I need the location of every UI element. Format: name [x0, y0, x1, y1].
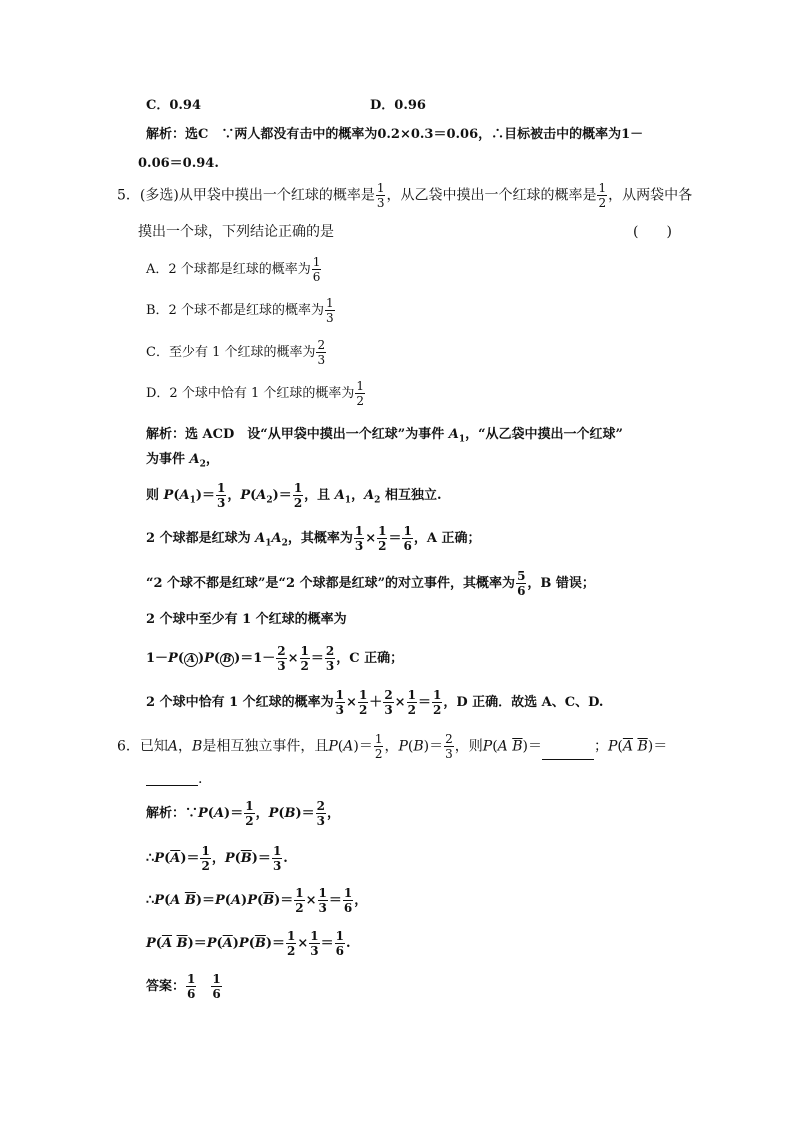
- option-a: A．2 个球都是红球的概率为 $\frac{1}{6}$: [146, 255, 321, 284]
- fraction: $\frac{1}{2}$: [358, 688, 368, 717]
- explanation-q4-line2: 0.06＝0.94.: [138, 156, 219, 171]
- explanation-q6-line4: $P(\overline{A}$ $\overline{B})=P(\overline{A})P(\overline{B})=$ $\frac{1}{2}$ × $\frac{1}{3}$ ＝ $\frac{1}{6}$ .: [146, 929, 351, 958]
- fraction: $\frac{1}{3}$: [318, 886, 327, 915]
- fraction: $\frac{2}{3}$: [384, 688, 393, 717]
- explanation-q5-line2: 为事件 $A_2$，: [146, 452, 219, 470]
- explanation-q5-line3: 则 $P(A_1)=$ $\frac{1}{3}$ ，$P(A_2)=$ $\frac{1}{2}$ ，且 $A_1$，$A_2$ 相互独立.: [146, 481, 442, 510]
- explanation-q5-line5: “2 个球不都是红球”是“2 个球都是红球”的对立事件，其概率为 $\frac{5}{6}$ ，B 错误；: [146, 569, 595, 598]
- circled-b: B: [220, 653, 234, 667]
- question-6-stem: 6．已知A，B是相互独立事件，且P(A)＝ $\frac{1}{2}$ ，P(B)＝ $\frac{2}{3}$ ，则P(A $\overline{B})=$ ；$P(\overline{A}$ $\overline{B})=$: [117, 732, 668, 761]
- fraction: $\frac{1}{3}$: [376, 181, 385, 210]
- fraction: $\frac{1}{2}$: [407, 688, 416, 717]
- fraction: $\frac{1}{3}$: [325, 296, 334, 325]
- fraction: $\frac{2}{3}$: [317, 338, 326, 367]
- answer-blank-2: [146, 773, 198, 786]
- fraction: $\frac{2}{3}$: [325, 644, 335, 673]
- fraction: $\frac{1}{3}$: [272, 844, 282, 873]
- fraction: $\frac{1}{2}$: [432, 688, 442, 717]
- explanation-q5-line7: 1－P( A )P( B )＝1－ $\frac{2}{3}$ × $\frac{1}{2}$ ＝ $\frac{2}{3}$ ，C 正确；: [146, 644, 404, 673]
- option-b: B．2 个球不都是红球的概率为 $\frac{1}{3}$: [146, 296, 334, 325]
- explanation-q6-line1: 解析：∵P(A)＝ $\frac{1}{2}$ ，P(B)＝ $\frac{2}{3}$ ，: [146, 799, 341, 828]
- fraction: $\frac{1}{2}$: [598, 181, 607, 210]
- fraction: $\frac{1}{3}$: [310, 929, 319, 958]
- fraction: $\frac{1}{3}$: [335, 688, 345, 717]
- fraction: $\frac{1}{2}$: [356, 379, 365, 408]
- question-6-stem-cont: .: [146, 772, 202, 786]
- fraction: $\frac{2}{3}$: [316, 799, 326, 828]
- fraction: $\frac{1}{6}$: [312, 255, 321, 284]
- fraction: $\frac{1}{6}$: [343, 886, 353, 915]
- explanation-q6-line3: ∴P(A $\overline{B})=P(A)P(\overline{B})=$ $\frac{1}{2}$ × $\frac{1}{3}$ ＝ $\frac{1}{6}$ ，: [146, 886, 368, 915]
- fraction: $\frac{2}{3}$: [445, 732, 453, 761]
- fraction: $\frac{1}{2}$: [293, 481, 303, 510]
- option-d-q5: D．2 个球中恰有 1 个红球的概率为 $\frac{1}{2}$: [146, 379, 365, 408]
- question-5-stem-cont: 摸出一个球，下列结论正确的是: [138, 224, 334, 240]
- fraction: $\frac{1}{2}$: [201, 844, 210, 873]
- explanation-q5-line4: 2 个球都是红球为 $A_1A_2$，其概率为 $\frac{1}{3}$ × $\frac{1}{2}$ ＝ $\frac{1}{6}$ ，A 正确；: [146, 524, 481, 553]
- fraction: $\frac{1}{2}$: [295, 886, 304, 915]
- explanation-q5-line8: 2 个球中恰有 1 个红球的概率为 $\frac{1}{3}$ × $\frac{1}{2}$ ＋ $\frac{2}{3}$ × $\frac{1}{2}$ ＝ $\frac{1}{2}$ ，D 正确．故选 A、C、D.: [146, 688, 604, 717]
- question-5-stem: 5．(多选)从甲袋中摸出一个红球的概率是 $\frac{1}{3}$ ，从乙袋中摸出一个红球的概率是 $\frac{1}{2}$ ，从两袋中各: [117, 181, 693, 210]
- explanation-q4-line1: 解析：选C ∵两人都没有击中的概率为0.2×0.3＝0.06，∴目标被击中的概率为1－: [146, 127, 644, 142]
- fraction: $\frac{1}{3}$: [216, 481, 226, 510]
- explanation-q6-line2: $\therefore P(\overline{A})=$ $\frac{1}{2}$ ，$P(\overline{B})=$ $\frac{1}{3}$ .: [146, 844, 288, 873]
- answer-paren: ( ): [633, 224, 672, 240]
- explanation-q5-line1: 解析：选 ACD 设“从甲袋中摸出一个红球”为事件 $A_1$，“从乙袋中摸出一个红球”: [146, 427, 624, 445]
- fraction: $\frac{1}{2}$: [245, 799, 254, 828]
- fraction: $\frac{1}{6}$: [187, 972, 196, 1001]
- fraction: $\frac{5}{6}$: [517, 569, 526, 598]
- explanation-q5-line6: 2 个球中至少有 1 个红球的概率为: [146, 612, 347, 627]
- fraction: $\frac{1}{2}$: [287, 929, 296, 958]
- fraction: $\frac{1}{3}$: [354, 524, 364, 553]
- fraction: $\frac{1}{2}$: [378, 524, 387, 553]
- fraction: $\frac{2}{3}$: [277, 644, 286, 673]
- fraction: $\frac{1}{6}$: [212, 972, 221, 1001]
- answer-q6: 答案： $\frac{1}{6}$ $\frac{1}{6}$: [146, 972, 221, 1001]
- fraction: $\frac{1}{6}$: [403, 524, 412, 553]
- option-d: D．0.96: [370, 98, 426, 113]
- option-c: C．0.94: [146, 98, 202, 113]
- fraction: $\frac{1}{2}$: [374, 732, 383, 761]
- circled-a: A: [184, 653, 198, 667]
- fraction: $\frac{1}{6}$: [335, 929, 344, 958]
- option-c-q5: C．至少有 1 个红球的概率为 $\frac{2}{3}$: [146, 338, 326, 367]
- fraction: $\frac{1}{2}$: [300, 644, 309, 673]
- answer-blank-1: [542, 747, 594, 760]
